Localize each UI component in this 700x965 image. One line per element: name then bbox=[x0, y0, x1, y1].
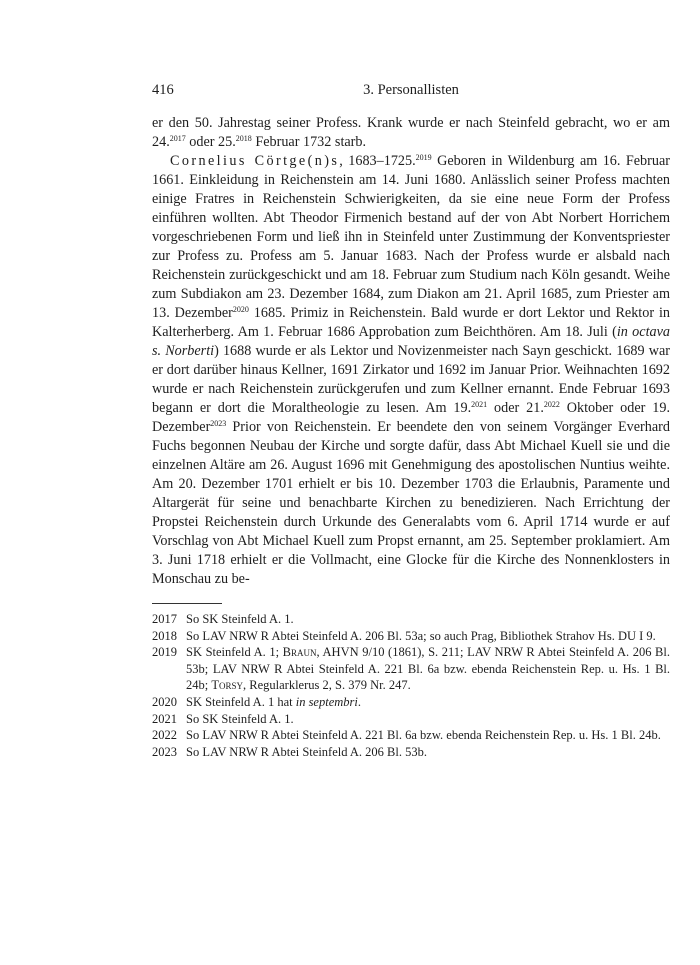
italic-phrase: in octava s. Norberti bbox=[152, 324, 670, 359]
footnote-text: So SK Steinfeld A. 1. bbox=[186, 612, 294, 626]
page-header bbox=[152, 82, 670, 106]
footnote bbox=[152, 711, 670, 728]
footnote-text: SK Steinfeld A. 1 hat in septembri. bbox=[186, 694, 361, 709]
footnote-ref[interactable]: 2019 bbox=[415, 153, 432, 162]
footnote-separator bbox=[152, 603, 222, 604]
footnote-text: So LAV NRW R Abtei Steinfeld A. 221 Bl. 6a bzw. ebenda Reichenstein Rep. u. Hs. 1 Bl. 24b. bbox=[186, 728, 661, 743]
footnote-number: 2022 bbox=[152, 728, 177, 743]
footnote bbox=[152, 628, 670, 645]
paragraph-entry: Cornelius Cörtge(n)s, 1683–1725.$^{2019}$ Geboren in Wildenburg am 16. Februar 1661. Einkleidung in Reichenstein am 14. Juni 1680. Anlässlich seiner Profess machten einige Fratres in Reichenstein Schwierigkeiten, da sie eine neue Form der Profess einführen wollten. Abt Theodor Firmenich bestand auf der von Abt Norbert Horrichem vorgeschriebenen Form und ließ ihn in Steinfeld unter Zustimmung der Konventspriester zur Profess zu. Profess am 5. Januar 1683. Nach der Profess wurde er alsbald nach Reichenstein zurückgeschickt und am 18. Februar zum Studium nach Köln gesandt. Weihe zum Subdiakon am 23. Dezember 1684, zum Diakon am 21. April 1685, zum Priester am 13. Dezember$^{2020}$ 1685. Primiz in Reichenstein. Bald wurde er dort Lektor und Rektor in Kalterherberg. Am 1. Februar 1686 Approbation zum Beichthören. Am 18. Juli (in octava s. Norberti) 1688 wurde er als Lektor und Novizenmeister nach Sayn geschickt. 1689 war er dort darüber hinaus Kellner, 1691 Zirkator und 1692 im Januar Prior. Weihnachten 1692 wurde er nach Reichenstein zurückgerufen und zum Kellner ernannt. Ende Februar 1693 begann er dort die Moraltheologie zu lesen. Am 19.$^{2021}$ oder 21.$^{2022}$ Oktober oder 19. Dezember$^{2023}$ Prior von Reichenstein. Er beendete den von seinem Vorgänger Everhard Fuchs begonnen Neubau der Kirche und sorgte dafür, dass Abt Michael Kuell sie und die einzelnen Altäre am 26. August 1696 mit Genehmigung des apostolischen Nuntius weihte. Am 20. Dezember 1701 erhielt er bis 10. Dezember 1703 die Erlaubnis, Paramente und Altargerät für seine und benachbarte Kirchen zu benedizieren. Nach Errichtung der Propstei Reichenstein durch Urkunde des Generalabts vom 6. April 1714 wurde er auf Vorschlag von Abt Michael Kuell zum Propst ernannt, am 25. September proklamiert. Am 3. Juni 1718 erhielt er die Vollmacht, eine Glocke für die Kirche des Nonnenklosters in Monschau zu be- bbox=[152, 153, 670, 587]
footnote-text: So LAV NRW R Abtei Steinfeld A. 206 Bl. 53a; so auch Prag, Bibliothek Strahov Hs. DU I 9. bbox=[186, 628, 656, 643]
author-name: Braun bbox=[282, 645, 317, 660]
footnote-text: So LAV NRW R Abtei Steinfeld A. 206 Bl. 53b. bbox=[186, 744, 427, 759]
footnote-ref[interactable]: 2017 bbox=[169, 134, 186, 143]
book-page bbox=[152, 82, 670, 760]
footnote-text: So SK Steinfeld A. 1. bbox=[186, 711, 294, 726]
footnote-number: 2018 bbox=[152, 628, 177, 643]
running-title: 3. Personallisten bbox=[363, 82, 459, 98]
footnote bbox=[152, 644, 670, 694]
footnote-number: 2021 bbox=[152, 711, 177, 726]
footnote-number: 2020 bbox=[152, 694, 177, 709]
footnote-ref[interactable]: 2018 bbox=[235, 134, 252, 143]
footnote-ref[interactable]: 2022 bbox=[543, 400, 560, 409]
footnote-ref[interactable]: 2021 bbox=[471, 400, 488, 409]
footnotes bbox=[152, 611, 670, 760]
footnote bbox=[152, 694, 670, 711]
footnote bbox=[152, 744, 670, 761]
page-number: 416 bbox=[152, 82, 174, 98]
footnote bbox=[152, 727, 670, 744]
main-text bbox=[152, 114, 670, 589]
footnote-ref[interactable]: 2020 bbox=[232, 305, 249, 314]
footnote-ref[interactable]: 2023 bbox=[210, 419, 227, 428]
footnote-number: 2023 bbox=[152, 744, 177, 759]
footnote bbox=[152, 611, 670, 628]
author-name: Torsy bbox=[211, 678, 244, 693]
footnote-number: 2019 bbox=[152, 645, 177, 660]
footnote-number: 2017 bbox=[152, 612, 177, 626]
paragraph-continuation: er den 50. Jahrestag seiner Profess. Krank wurde er nach Steinfeld gebracht, wo er am 24.$^{2017}$ oder 25.$^{2018}$ Februar 1732 starb. bbox=[152, 115, 670, 150]
entry-name: Cornelius Cörtge(n)s bbox=[170, 153, 340, 169]
footnote-text: SK Steinfeld A. 1; Braun, AHVN 9/10 (1861), S. 211; LAV NRW R Abtei Steinfeld A. 206 Bl. 53b; LAV NRW R Abtei Steinfeld A. 221 Bl. 6a bzw. ebenda Reichenstein Rep. u. Hs. 1 Bl. 24b; Torsy, Regularklerus 2, S. 379 Nr. 247. bbox=[186, 645, 670, 693]
